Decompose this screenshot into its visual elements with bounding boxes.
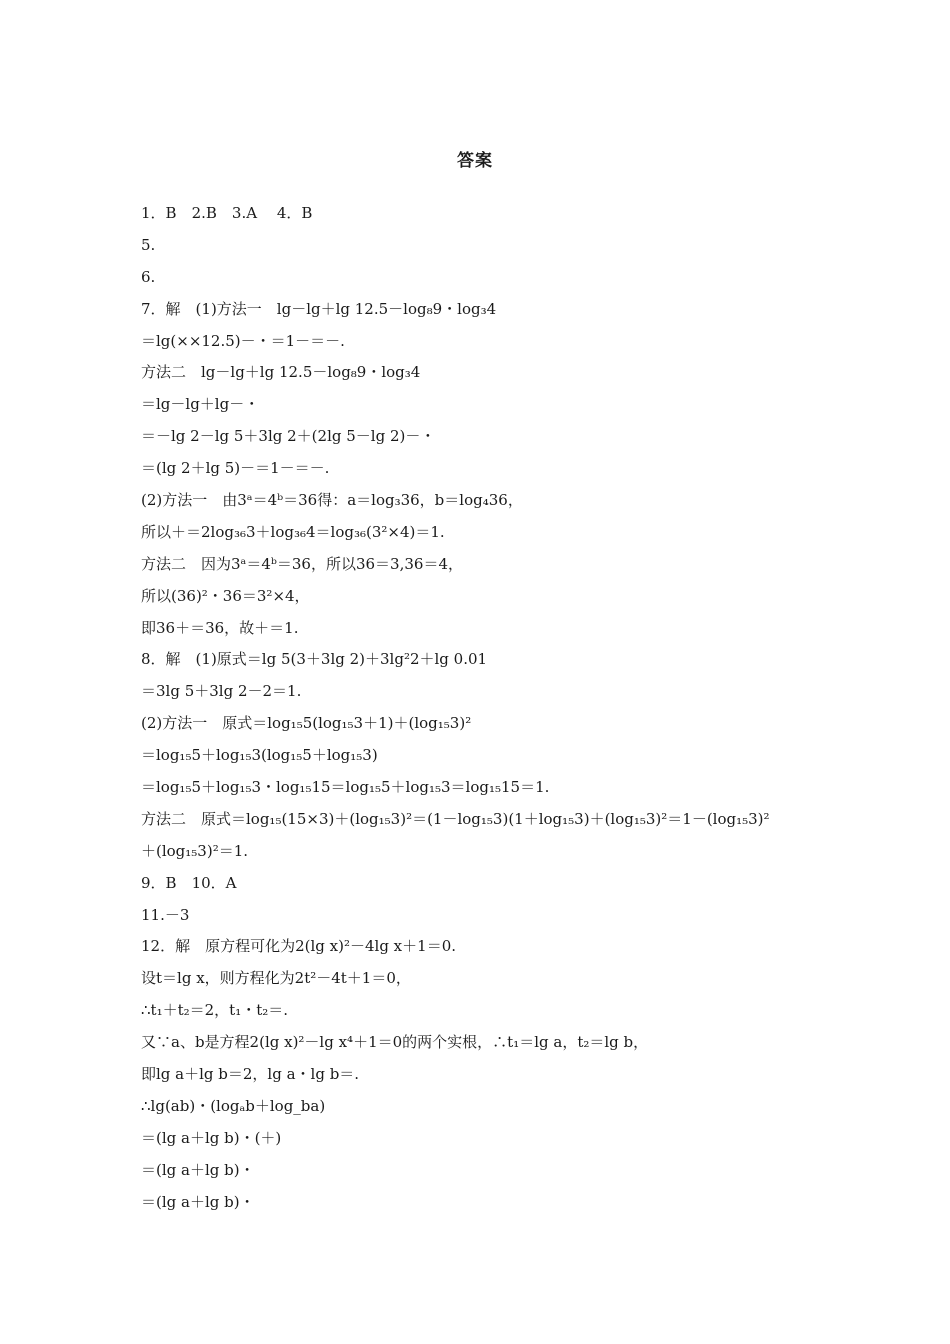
answer-line: ＝lg(××12.5)－・＝1－＝－. xyxy=(141,331,345,350)
answer-line: ∴lg(ab)・(logₐb＋log_ba) xyxy=(141,1096,326,1115)
answer-line: ∴t₁＋t₂＝2，t₁・t₂＝. xyxy=(141,1001,289,1020)
answer-line: ＝(lg a＋lg b)・ xyxy=(141,1160,255,1179)
answer-line: ＝log₁₅5＋log₁₅3・log₁₅15＝log₁₅5＋log₁₅3＝log₁₅15＝1. xyxy=(141,778,550,797)
answer-line: ＝(lg a＋lg b)・(＋) xyxy=(141,1128,282,1147)
answer-line: 8．解 (1)原式＝lg 5(3＋3lg 2)＋3lg²2＋lg 0.01 xyxy=(141,650,488,669)
answer-line: ＋(log₁₅3)²＝1. xyxy=(141,841,249,860)
answer-line: ＝log₁₅5＋log₁₅3(log₁₅5＋log₁₅3) xyxy=(141,746,378,765)
answer-line: 12．解 原方程可化为2(lg x)²－4lg x＋1＝0. xyxy=(141,937,457,956)
answer-line: ＝lg－lg＋lg－・ xyxy=(141,395,260,414)
answer-line: 方法二 lg－lg＋lg 12.5－log₈9・log₃4 xyxy=(141,363,421,382)
answer-line: 5. xyxy=(141,235,156,254)
answer-line: 又∵a、b是方程2(lg x)²－lg x⁴＋1＝0的两个实根，∴t₁＝lg a，t₂＝lg b， xyxy=(141,1033,649,1052)
answer-line: 6. xyxy=(141,267,156,286)
answer-line: 11.－3 xyxy=(141,905,190,924)
answer-line: 设t＝lg x，则方程化为2t²－4t＋1＝0， xyxy=(141,969,411,988)
answer-line: 所以(36)²・36＝3²×4， xyxy=(141,586,310,605)
answer-lines xyxy=(141,198,831,1219)
answer-line: 即36＋＝36，故＋＝1. xyxy=(141,618,299,637)
answer-line: 7．解 (1)方法一 lg－lg＋lg 12.5－log₈9・log₃4 xyxy=(141,299,497,318)
answer-line: ＝3lg 5＋3lg 2－2＝1. xyxy=(141,682,302,701)
answer-line: 即lg a＋lg b＝2，lg a・lg b＝. xyxy=(141,1065,360,1084)
answer-line: (2)方法一 由3ᵃ＝4ᵇ＝36得：a＝log₃36，b＝log₄36， xyxy=(141,491,523,510)
answer-line: (2)方法一 原式＝log₁₅5(log₁₅3＋1)＋(log₁₅3)² xyxy=(141,714,472,733)
answer-line: ＝(lg a＋lg b)・ xyxy=(141,1192,255,1211)
answer-line: 所以＋＝2log₃₆3＋log₃₆4＝log₃₆(3²×4)＝1. xyxy=(141,522,445,541)
answer-line: 方法二 因为3ᵃ＝4ᵇ＝36，所以36＝3,36＝4， xyxy=(141,554,463,573)
answer-line: 方法二 原式＝log₁₅(15×3)＋(log₁₅3)²＝(1－log₁₅3)(1＋log₁₅3)＋(log₁₅3)²＝1－(log₁₅3)² xyxy=(141,809,770,828)
answer-line: 9．B 10．A xyxy=(141,873,237,892)
answer-line: 1．B 2.B 3.A 4．B xyxy=(141,204,313,222)
answer-line: ＝(lg 2＋lg 5)－＝1－＝－. xyxy=(141,459,330,478)
answer-line: ＝－lg 2－lg 5＋3lg 2＋(2lg 5－lg 2)－・ xyxy=(141,427,436,446)
page-title: 答案 xyxy=(457,151,493,171)
